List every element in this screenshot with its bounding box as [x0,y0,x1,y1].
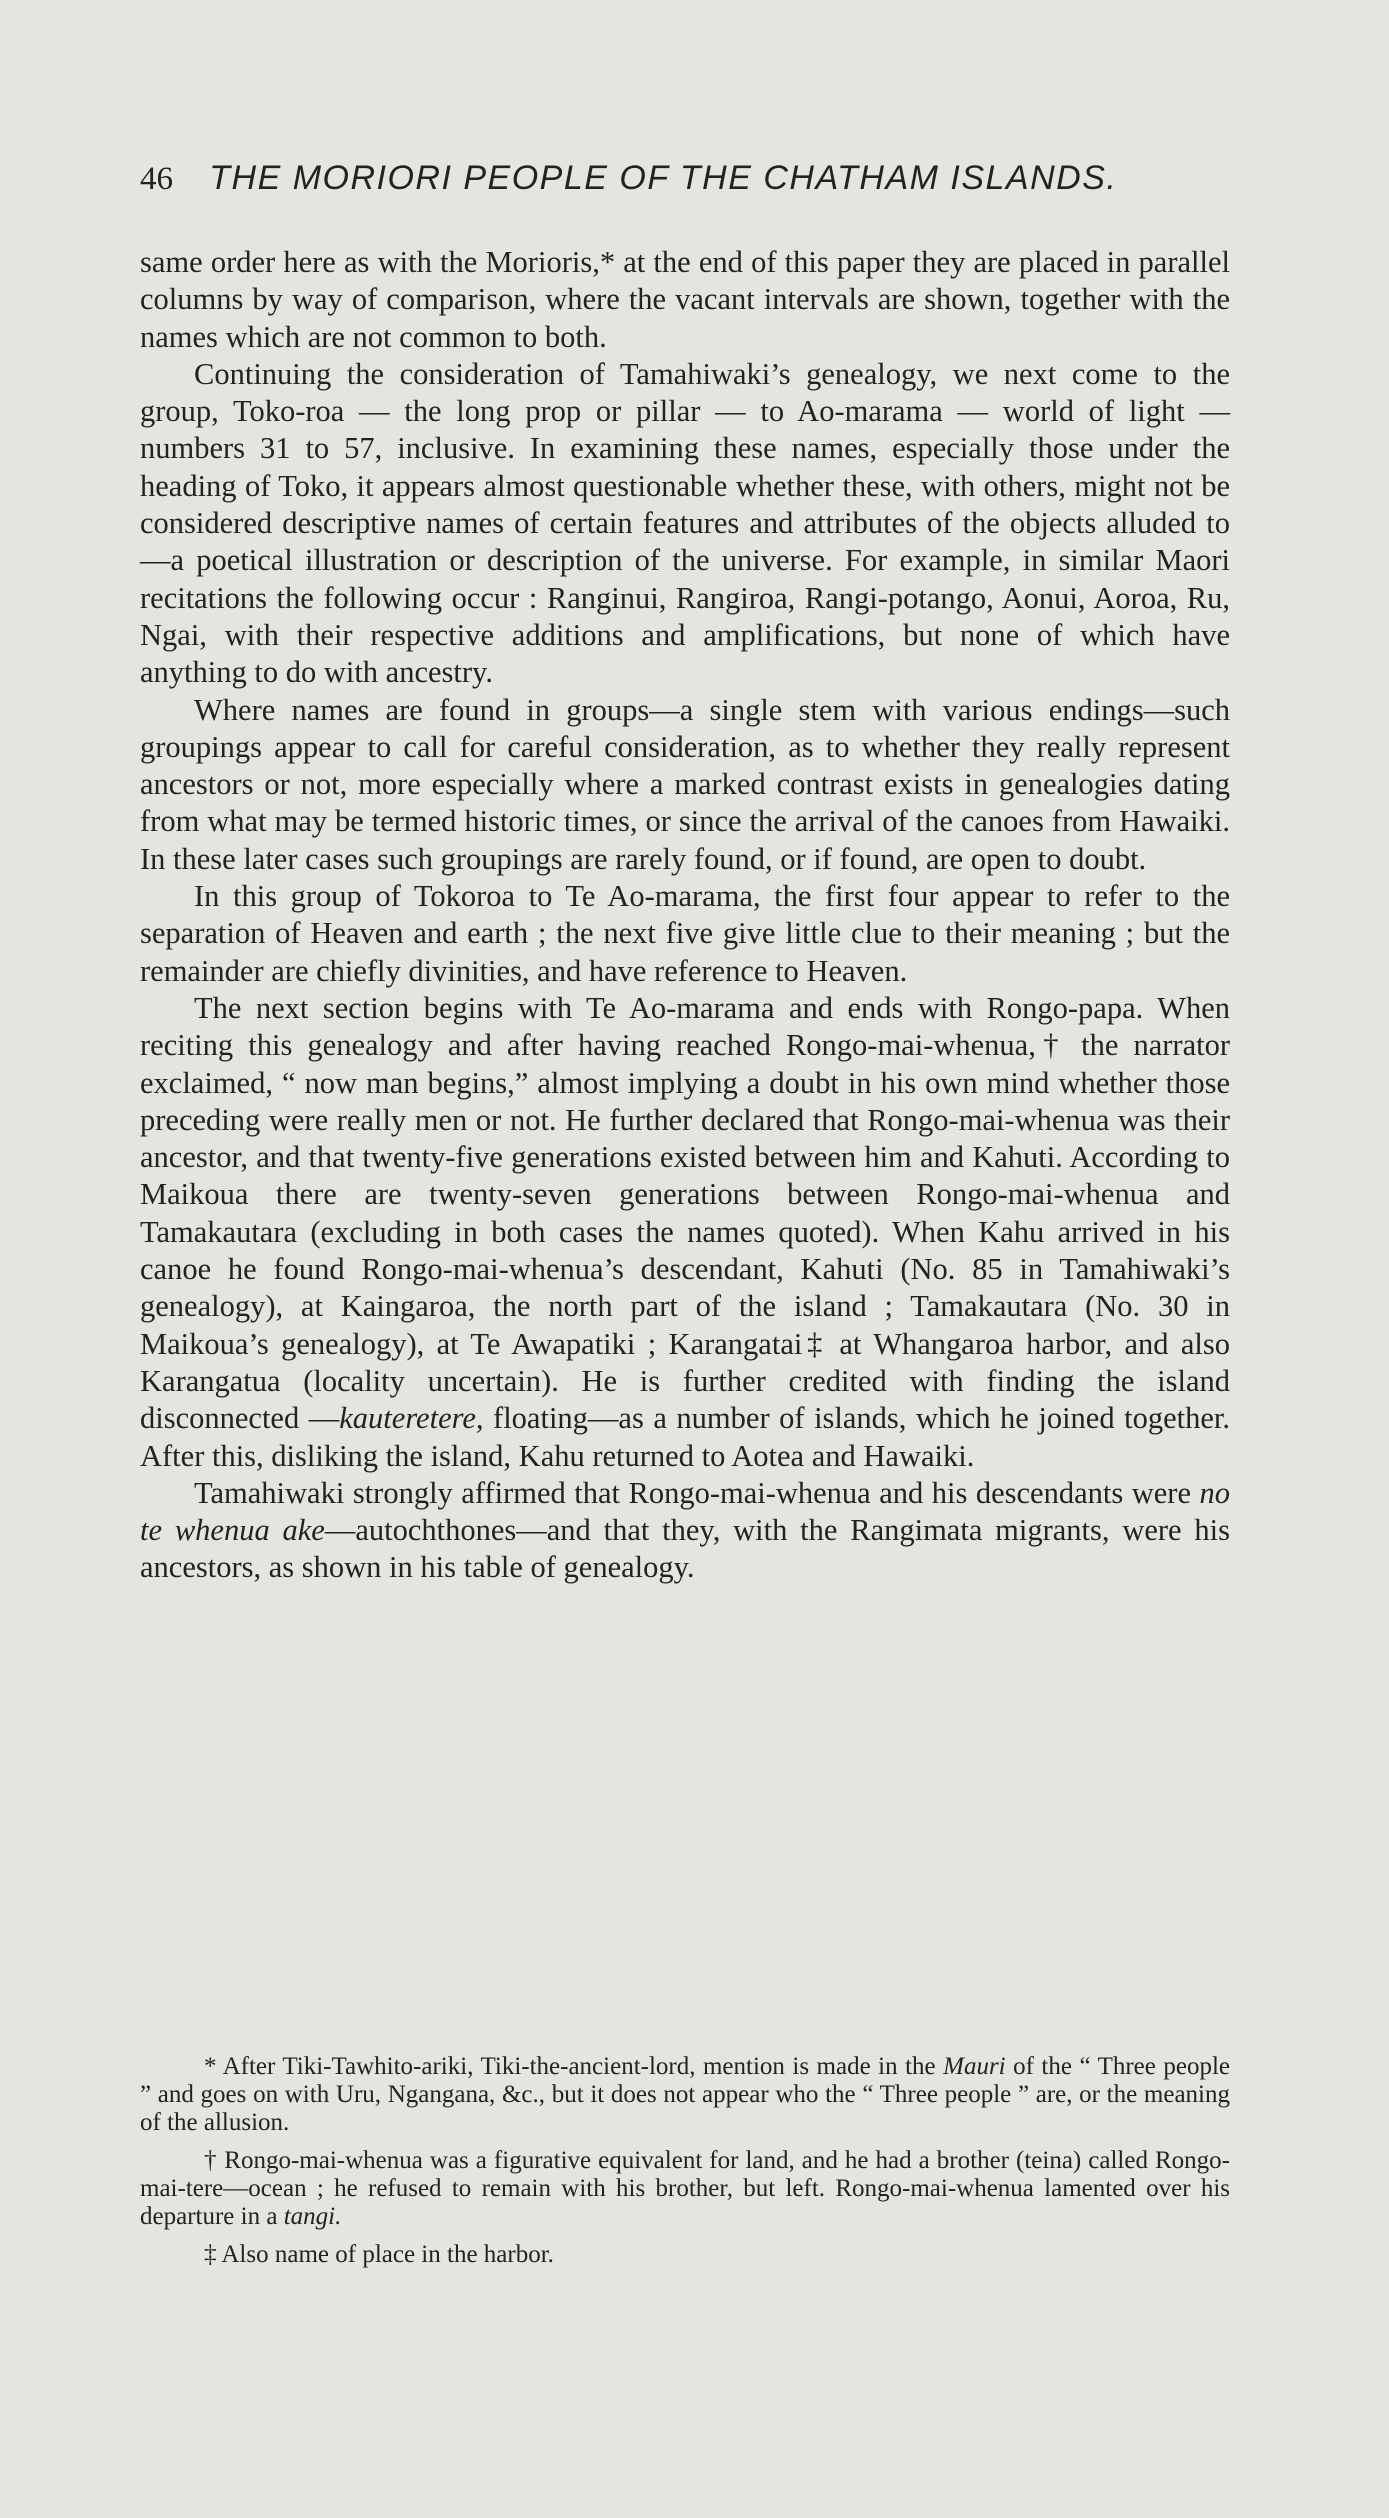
italic-term: Mauri [943,2053,1006,2080]
italic-term: no te whenua ake [140,1475,1230,1548]
paragraph [140,244,1230,356]
body-text [140,244,1230,1587]
footnote-text: ‡ Also name of place in the harbor. [204,2241,554,2268]
running-header [140,158,1240,199]
page-number: 46 [140,161,173,197]
footnote [140,2147,1230,2231]
footnotes [140,2053,1230,2279]
paragraph-text: —autochthones—and that they, with the Rangimata migrants, were his ancestors, as shown in his table of genealogy. [140,1513,1230,1585]
footnote [140,2241,1230,2269]
paragraph [140,878,1230,990]
paragraph [140,1475,1230,1587]
paragraph [140,990,1230,1475]
paragraph-text: In this group of Tokoroa to Te Ao-marama, the first four appear to refer to the separation of Heaven and earth ; the next five give little clue to their meaning ; but the remainder are chiefly divinities, and have reference to Heaven. [140,879,1230,988]
paragraph-text: Continuing the consideration of Tamahiwaki’s genealogy, we next come to the group, Toko-roa — the long prop or pillar — to Ao-marama — world of light — numbers 31 to 57, inclusive. In examining these names, especially those under the heading of Toko, it appears almost questionable whether these, with others, might not be considered descriptive names of certain features and attributes of the objects alluded to—a poetical illustration or description of the universe. For example, in similar Maori recitations the following occur : Ranginui, Rangiroa, Rangi-potango, Aonui, Aoroa, Ru, Ngai, with their respective additions and amplifications, but none of which have anything to do with ancestry. [140,356,1230,690]
footnote [140,2053,1230,2137]
paragraph-text: floating—as a number of islands, which he joined together. After this, disliking the island, Kahu returned to Aotea and Hawaiki. [140,1401,1231,1473]
italic-term: kauteretere, [339,1401,484,1436]
italic-term: tangi. [283,2203,342,2230]
paragraph-text: same order here as with the Morioris,* at the end of this paper they are placed in parallel columns by way of comparison, where the vacant intervals are shown, together with the names which are not common to both. [140,245,1230,354]
paragraph-text: Tamahiwaki strongly affirmed that Rongo-mai-whenua and his descendants were [194,1475,1200,1510]
paragraph [140,356,1230,692]
running-title: THE MORIORI PEOPLE OF THE CHATHAM ISLANDS. [209,159,1118,197]
paragraph [140,692,1230,878]
footnote-text: * After Tiki-Tawhito-ariki, Tiki-the-ancient-lord, mention is made in the [204,2053,944,2080]
footnote-text: of the “ Three people ” and goes on with Uru, Ngangana, &c., but it does not appear who the “ Three people ” are, or the meaning of the allusion. [140,2053,1230,2136]
footnote-text: † Rongo-mai-whenua was a figurative equivalent for land, and he had a brother (teina) called Rongo-mai-tere—ocean ; he refused to remain with his brother, but left. Rongo-mai-whenua lamented over his departure in a [140,2147,1230,2230]
paragraph-text: The next section begins with Te Ao-marama and ends with Rongo-papa. When reciting this genealogy and after having reached Rongo-mai-whenua,† the narrator exclaimed, “ now man begins,” almost implying a doubt in his own mind whether those preceding were really men or not. He further declared that Rongo-mai-whenua was their ancestor, and that twenty-five generations existed between him and Kahuti. According to Maikoua there are twenty-seven generations between Rongo-mai-whenua and Tamakautara (excluding in both cases the names quoted). When Kahu arrived in his canoe he found Rongo-mai-whenua’s descendant, Kahuti (No. 85 in Tamahiwaki’s genealogy), at Kaingaroa, the north part of the island ; Tamakautara (No. 30 in Maikoua’s genealogy), at Te Awapatiki ; Karangatai‡ at Whangaroa harbor, and also Karangatua (locality uncertain). He is further credited with finding the island disconnected — [140,990,1230,1436]
paragraph-text: Where names are found in groups—a single stem with various endings—such groupings appear to call for careful consideration, as to whether they really represent ancestors or not, more especially where a marked contrast exists in genealogies dating from what may be termed historic times, or since the arrival of the canoes from Hawaiki. In these later cases such groupings are rarely found, or if found, are open to doubt. [140,692,1230,876]
